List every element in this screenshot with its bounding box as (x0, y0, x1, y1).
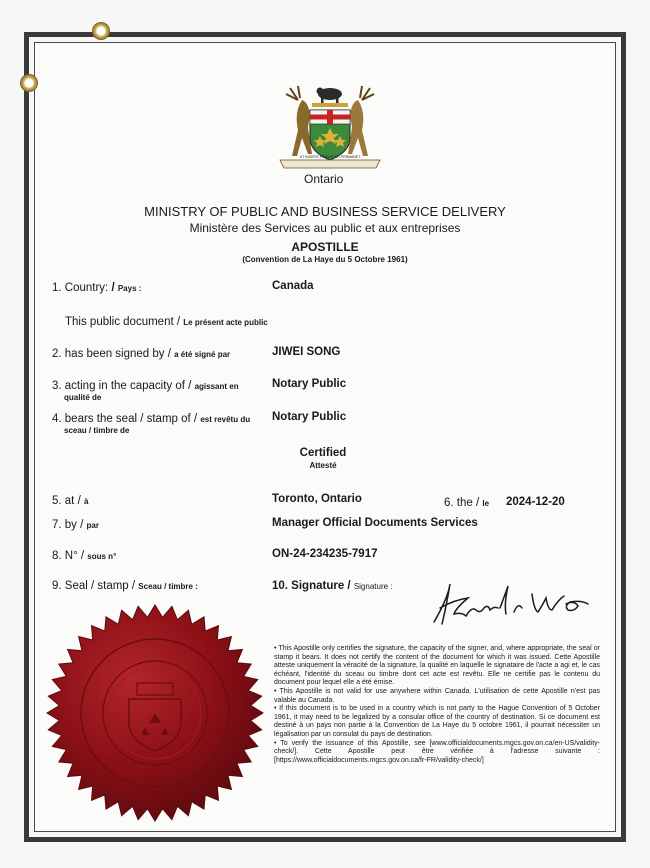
field-8-label: 8. N° / sous n° (52, 550, 117, 562)
field-9-label: 9. Seal / stamp / Sceau / timbre : (52, 580, 198, 592)
field-3-label-cont: qualité de (64, 393, 102, 402)
country-value: Canada (272, 280, 314, 292)
grommet-top (92, 22, 110, 40)
number-value: ON-24-234235-7917 (272, 548, 378, 560)
note-4: • To verify the issuance of this Apostille, see [www.officialdocuments.mgcs.gov.on.ca/en-US/validity-check/]. Cette Apostille peut être vérifiée à l'adresse suivante : [https://www.officialdocuments.mgcs.gov.on.ca/fr-FR/validity-check/] (274, 739, 600, 764)
ministry-en: MINISTRY OF PUBLIC AND BUSINESS SERVICE DELIVERY (144, 204, 506, 219)
field-1-label: 1. Country: / Pays : (52, 282, 142, 294)
field-7-label: 7. by / par (52, 519, 99, 531)
by-value: Manager Official Documents Services (272, 517, 478, 529)
note-3: • If this document is to be used in a country which is not party to the Hague Convention of 5 October 1961, it may need to be legalized by a consular office of the country of destination. Si ce document est destiné à un pays non partie à la Convention de La Haye du 5 octobre 1961, il pourrait nécessiter un légalisation par un consulat du pays de destination. (274, 705, 600, 738)
motto: UT INCEPIT FIDELIS SIC PERMANET (299, 155, 361, 159)
grommet-left (20, 74, 38, 92)
certified-en: Certified (299, 447, 347, 459)
note-1: • This Apostille only certifies the signature, the capacity of the signer, and, where appropriate, the seal or stamp it bears. It does not certify the content of the document for which it was issued. Cette Apostille atteste uniquement la véracité de la signature, la qualité en laquelle le signataire de l'acte a agi et, le cas échéant, l'identité du sceau ou timbre dont cet acte est revêtu. Elle ne certifie pas le contenu du document pour lequel elle a été émise. (274, 645, 600, 687)
field-4-label: 4. bears the seal / stamp of / est revêtu du (52, 413, 251, 425)
red-embossed-seal (42, 600, 268, 826)
field-3-label: 3. acting in the capacity of / agissant en (52, 380, 239, 392)
certified-fr: Attesté (309, 461, 337, 470)
field-5-label: 5. at / à (52, 495, 89, 507)
date-value: 2024-12-20 (506, 496, 565, 508)
handwritten-signature (428, 578, 598, 630)
public-document-line: This public document / Le présent acte public (65, 316, 268, 328)
apostille-title: APOSTILLE (291, 240, 359, 254)
signed-by-value: JIWEI SONG (272, 346, 341, 358)
note-2: • This Apostille is not valid for use anywhere within Canada. L'utilisation de cette Apostille n'est pas valable au Canada. (274, 687, 600, 704)
place-value: Toronto, Ontario (272, 493, 362, 505)
convention: (Convention de La Haye du 5 Octobre 1961) (242, 255, 408, 264)
field-6-label: 6. the / le (444, 497, 490, 509)
ministry-fr: Ministère des Services au public et aux entreprises (189, 221, 461, 235)
apostille-notes (274, 645, 600, 765)
emblem-label: Ontario (304, 172, 344, 186)
field-2-label: 2. has been signed by / a été signé par (52, 348, 231, 360)
field-4-label-cont: sceau / timbre de (64, 426, 130, 435)
field-10-label: 10. Signature / Signature : (272, 580, 393, 592)
seal-value: Notary Public (272, 411, 347, 423)
capacity-value: Notary Public (272, 378, 347, 390)
